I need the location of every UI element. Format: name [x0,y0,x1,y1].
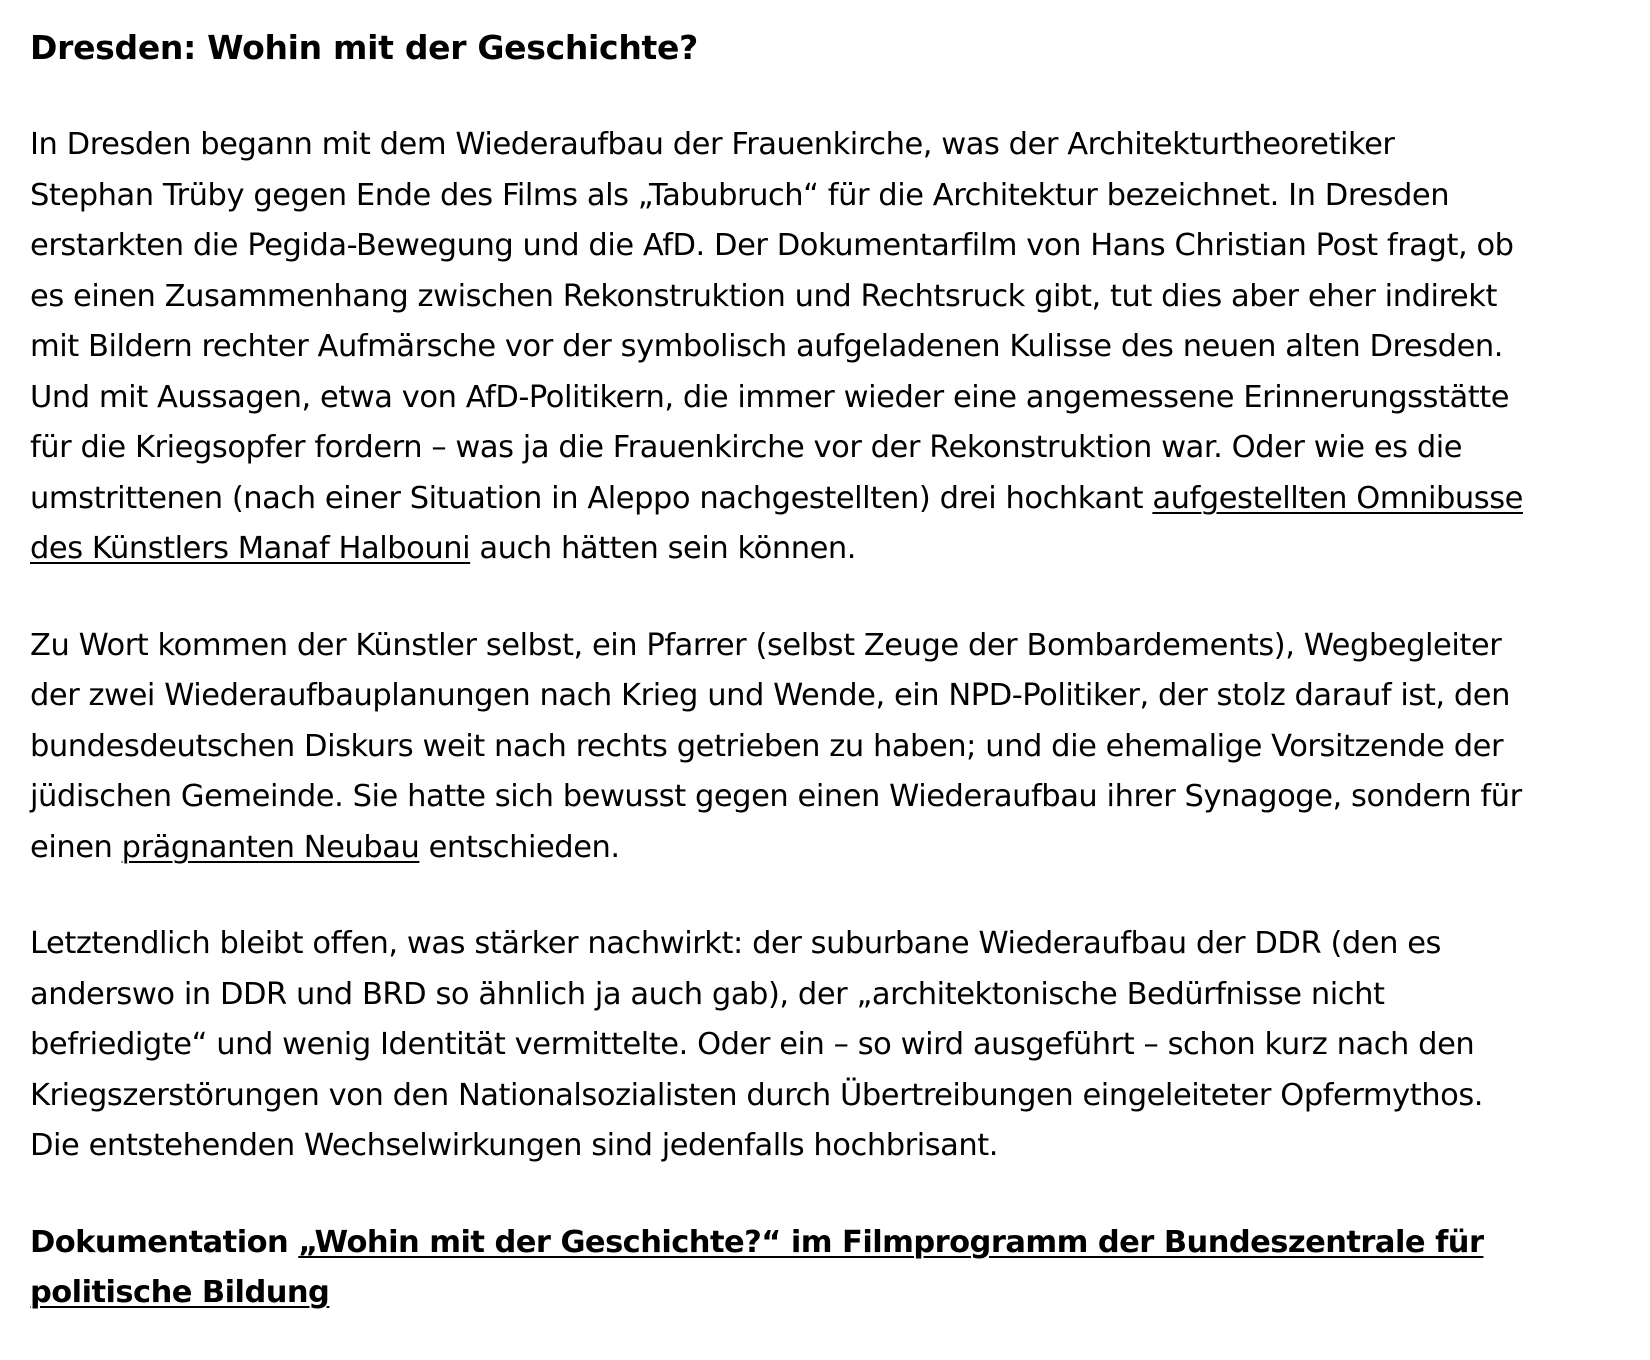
paragraph-line: Die entstehenden Wechselwirkungen sind jedenfalls hochbrisant. [30,1128,999,1163]
paragraph-line: Kriegszerstörungen von den Nationalsozialisten durch Übertreibungen eingeleiteter Opfermythos. [30,1077,1484,1113]
paragraph-line: jüdischen Gemeinde. Sie hatte sich bewusst gegen einen Wiederaufbau ihrer Synagoge, sondern für [30,779,1522,814]
paragraph-line: mit Bildern rechter Aufmärsche vor der symbolisch aufgeladenen Kulisse des neuen alten Dresden. [30,329,1504,364]
documentation-prefix: Dokumentation [30,1224,299,1260]
paragraph-line: befriedigte“ und wenig Identität vermittelte. Oder ein – so wird ausgeführt – schon kurz nach den [30,1027,1475,1062]
paragraph-line: Letztendlich bleibt offen, was stärker nachwirkt: der suburbane Wiederaufbau der DDR (den es [30,926,1441,961]
paragraph-line: In Dresden begann mit dem Wiederaufbau der Frauenkirche, was der Architekturtheoretiker [30,127,1395,162]
paragraph-line: erstarkten die Pegida-Bewegung und die AfD. Der Dokumentarfilm von Hans Christian Post fragt, ob [30,228,1514,263]
omnibusse-link-continued[interactable]: des Künstlers Manaf Halbouni [30,531,471,566]
documentation-line [30,1268,1630,1319]
paragraph-voices [30,621,1630,874]
documentation-link[interactable]: „Wohin mit der Geschichte?“ im Filmprogramm der Bundeszentrale für [298,1224,1484,1260]
documentation-link-continued[interactable]: politische Bildung [30,1275,330,1310]
omnibusse-link[interactable]: aufgestellten Omnibusse [1152,480,1523,516]
paragraph-text: entschieden. [419,829,620,865]
article-title: Dresden: Wohin mit der Geschichte? [30,28,698,67]
paragraph-line: für die Kriegsopfer fordern – was ja die Frauenkirche vor der Rekonstruktion war. Oder wie es die [30,430,1463,465]
neubau-link[interactable]: prägnanten Neubau [121,829,420,865]
paragraph-text: einen [30,829,122,865]
paragraph-line: Und mit Aussagen, etwa von AfD-Politikern, die immer wieder eine angemessene Erinnerungsstätte [30,379,1510,415]
paragraph-text: umstrittenen (nach einer Situation in Aleppo nachgestellten) drei hochkant [30,480,1153,516]
article [30,22,1630,1349]
paragraph-line [30,823,1630,874]
documentation-note [30,1218,1630,1319]
paragraph-line: Zu Wort kommen der Künstler selbst, ein Pfarrer (selbst Zeuge der Bombardements), Wegbegleiter [30,627,1502,663]
paragraph-line: der zwei Wiederaufbauplanungen nach Krieg und Wende, ein NPD-Politiker, der stolz darauf ist, den [30,678,1510,713]
paragraph-line: Stephan Trüby gegen Ende des Films als „Tabubruch“ für die Architektur bezeichnet. In Dresden [30,177,1450,213]
documentation-line [30,1218,1630,1269]
paragraph-reconstruction [30,120,1630,575]
paragraph-line: es einen Zusammenhang zwischen Rekonstruktion und Rechtsruck gibt, tut dies aber eher indirekt [30,278,1497,314]
paragraph-line: bundesdeutschen Diskurs weit nach rechts getrieben zu haben; und die ehemalige Vorsitzende der [30,728,1504,764]
paragraph-text: auch hätten sein können. [470,531,857,566]
paragraph-conclusion [30,919,1630,1172]
paragraph-line [30,474,1630,525]
paragraph-line [30,524,1630,575]
paragraph-line: anderswo in DDR und BRD so ähnlich ja auch gab), der „architektonische Bedürfnisse nicht [30,976,1385,1012]
